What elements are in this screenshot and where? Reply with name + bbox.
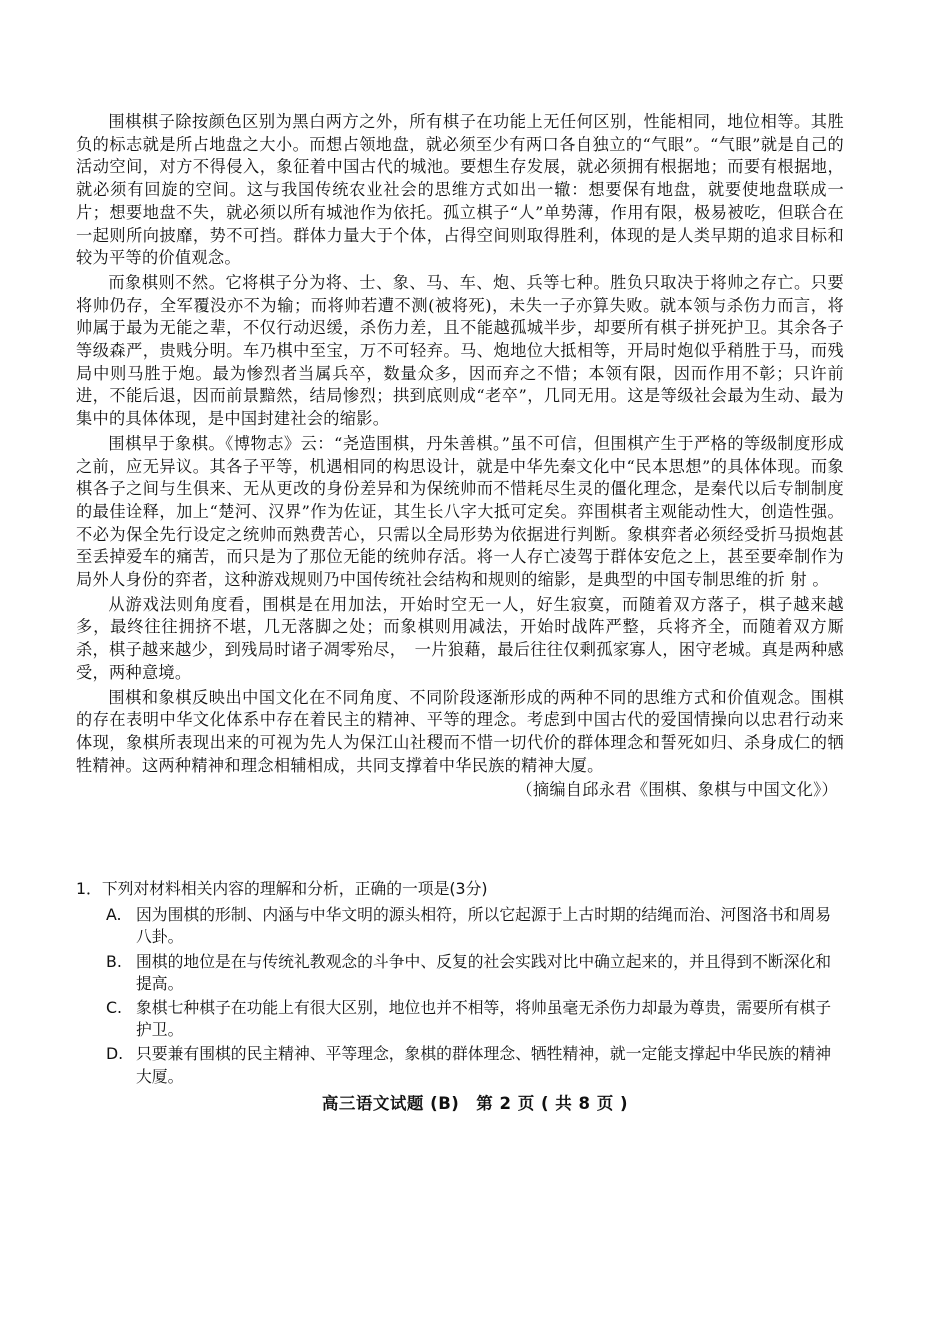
option-letter: A.	[106, 905, 122, 925]
option-text: 围棋的地位是在与传统礼教观念的斗争中、反复的社会实践对比中确立起来的，并且得到不断深化和提高。	[136, 951, 832, 993]
option-b	[106, 951, 846, 995]
passage-paragraph-4: 从游戏法则角度看，围棋是在用加法，开始时空无一人，好生寂寞，而随着双方落子，棋子越来越多，最终往往拥挤不堪，几无落脚之处；而象棋则用减法，开始时战阵严整，兵将齐全，而随着双方厮杀，棋子越来越少，到残局时诸子凋零殆尽， 一片狼藉，最后往往仅剩孤家寡人，困守老城。真是两种感受，两种意境。	[76, 594, 844, 682]
question-stem: 1．下列对材料相关内容的理解和分析，正确的一项是(3分)	[76, 879, 488, 898]
option-text: 象棋七种棋子在功能上有很大区别，地位也并不相等，将帅虽毫无杀伤力却最为尊贵，需要所有棋子护卫。	[136, 998, 832, 1040]
option-letter: B.	[106, 951, 122, 971]
option-a	[106, 904, 846, 948]
passage-source: （摘编自邱永君《围棋、象棋与中国文化》）	[516, 780, 838, 800]
option-letter: D.	[106, 1044, 124, 1064]
passage-paragraph-1: 围棋棋子除按颜色区别为黑白两方之外，所有棋子在功能上无任何区别，性能相同，地位相等。其胜负的标志就是所占地盘之大小。而想占领地盘，就必须至少有两口各自独立的“气眼”。“气眼”就是自己的活动空间，对方不得侵入，象征着中国古代的城池。要想生存发展，就必须拥有根据地；而要有根据地，就必须有回旋的空间。这与我国传统农业社会的思维方式如出一辙：想要保有地盘，就要使地盘联成一片；想要地盘不失，就必须以所有城池作为依托。孤立棋子“人”单势薄，作用有限，极易被吃，但联合在一起则所向披靡，势不可挡。群体力量大于个体，占得空间则取得胜利，体现的是人类早期的追求目标和较为平等的价值观念。	[76, 112, 844, 268]
passage-paragraph-5: 围棋和象棋反映出中国文化在不同角度、不同阶段逐渐形成的两种不同的思维方式和价值观念。围棋的存在表明中华文化体系中存在着民主的精神、平等的理念。考虑到中国古代的爱国情操向以忠君行动来体现，象棋所表现出来的可视为先人为保江山社稷而不惜一切代价的群体理念和誓死如归、杀身成仁的牺牲精神。这两种精神和理念相辅相成，共同支撑着中华民族的精神大厦。	[76, 687, 844, 775]
option-letter: C.	[106, 998, 123, 1018]
page-footer: 高三语文试题 (B) 第 2 页 ( 共 8 页 )	[321, 1094, 629, 1113]
reading-passage	[76, 111, 844, 802]
option-text: 因为围棋的形制、内涵与中华文明的源头相符，所以它起源于上古时期的结绳而治、河图洛书和周易八卦。	[136, 905, 832, 947]
passage-paragraph-3: 围棋早于象棋。《博物志》云：“尧造围棋，丹朱善棋。”虽不可信，但围棋产生于严格的等级制度形成之前，应无异议。其各子平等，机遇相同的构思设计，就是中华先秦文化中“民本思想”的具体体现。而象棋各子之间与生俱来、无从更改的身份差异和为保统帅而不惜耗尽生灵的僵化理念，是秦代以后专制制度的最佳诠释，加上“楚河、汉界”作为佐证，其生长八字大抵可定矣。弈围棋者主观能动性大，创造性强。不必为保全先行设定之统帅而熟费苦心，只需以全局形势为依据进行判断。象棋弈者必须经受折马损炮甚至丢掉爱车的痛苦，而只是为了那位无能的统帅存活。将一人存亡凌驾于群体安危之上，甚至要牵制作为局外人身份的弈者，这种游戏规则乃中国传统社会结构和规则的缩影，是典型的中国专制思维的折 射 。	[76, 433, 844, 590]
option-text: 只要兼有围棋的民主精神、平等理念，象棋的群体理念、牺牲精神，就一定能支撑起中华民族的精神大厦。	[136, 1044, 832, 1086]
option-c	[106, 997, 846, 1041]
option-d	[106, 1043, 846, 1087]
question-1	[76, 878, 846, 1090]
passage-paragraph-2: 而象棋则不然。它将棋子分为将、士、象、马、车、炮、兵等七种。胜负只取决于将帅之存亡。只要将帅仍存，全军覆没亦不为输；而将帅若遭不测(被将死)，未失一子亦算失败。就本领与杀伤力而言，将帅属于最为无能之辈，不仅行动迟缓，杀伤力差，且不能越孤城半步，却要所有棋子拼死护卫。其余各子等级森严，贵贱分明。车乃棋中至宝，万不可轻弃。马、炮地位大抵相等，开局时炮似乎稍胜于马，而残局中则马胜于炮。最为惨烈者当属兵卒，数量众多，因而弃之不惜；本领有限，因而作用不彰；只许前进，不能后退，因而前景黯然，结局惨烈；拱到底则成“老卒”，几同无用。这是等级社会最为生动、最为集中的具体体现，是中国封建社会的缩影。	[76, 272, 844, 429]
